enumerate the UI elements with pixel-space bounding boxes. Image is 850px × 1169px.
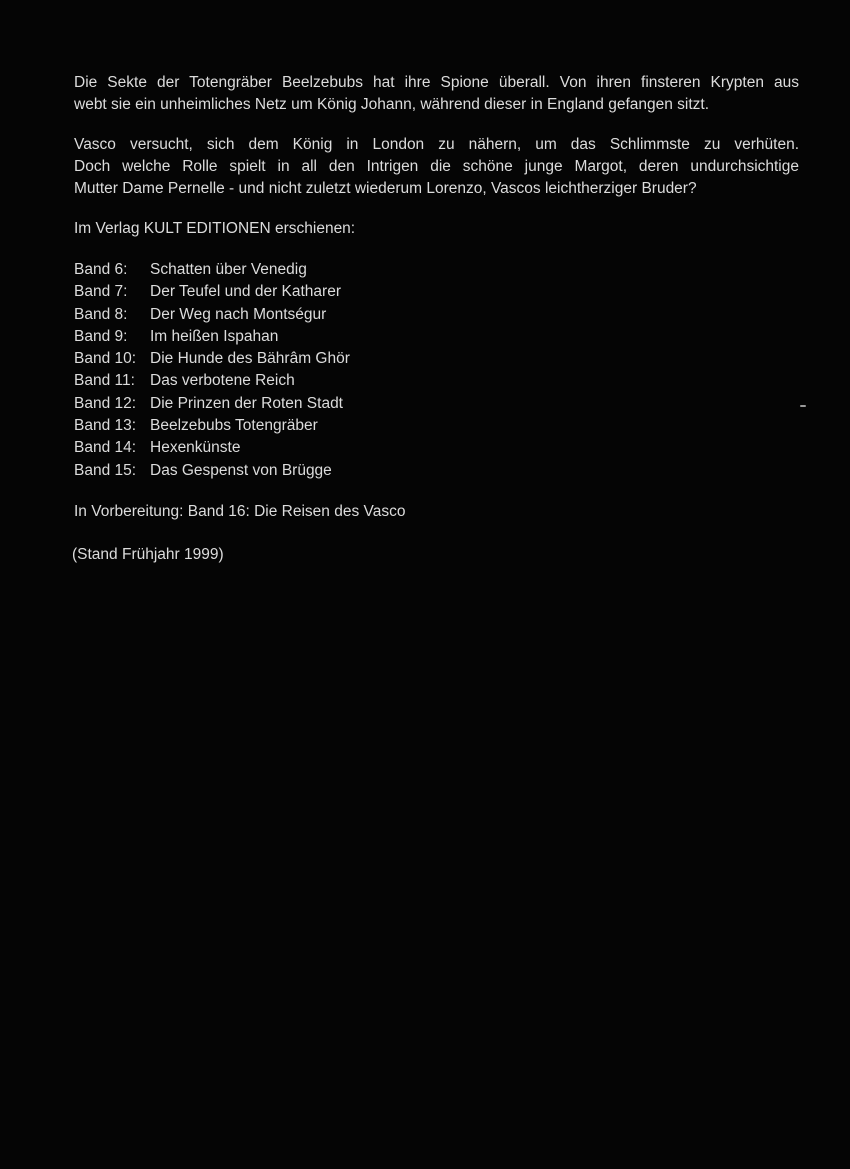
band-number: Band 6: xyxy=(74,261,128,278)
list-item xyxy=(74,370,799,392)
list-item xyxy=(74,437,799,459)
band-number: Band 13: xyxy=(74,417,137,435)
band-title: Schatten über Venedig xyxy=(150,261,307,278)
list-item xyxy=(74,281,799,303)
list-item xyxy=(74,348,799,370)
band-title: Das verbotene Reich xyxy=(150,372,295,390)
band-title: Im heißen Ispahan xyxy=(150,327,279,345)
back-cover-text xyxy=(74,72,799,566)
band-number: Band 11: xyxy=(74,372,135,390)
synopsis-paragraph-2 xyxy=(74,134,799,200)
list-item xyxy=(74,393,799,415)
list-item xyxy=(74,460,799,482)
synopsis-line: webt sie ein unheimliches Netz um König Johann, während dieser in England gefangen sitzt. xyxy=(74,96,710,113)
band-title: Beelzebubs Totengräber xyxy=(150,417,318,435)
band-title: Der Teufel und der Katharer xyxy=(150,283,341,301)
synopsis-line: Vasco versucht, sich dem König in London zu nähern, um das Schlimmste zu verhüten. xyxy=(74,136,799,153)
synopsis-line: Mutter Dame Pernelle - und nicht zuletzt wiederum Lorenzo, Vascos leichtherziger Bruder? xyxy=(74,180,697,197)
band-title: Der Weg nach Montségur xyxy=(150,305,327,323)
synopsis-line: Die Sekte der Totengräber Beelzebubs hat ihre Spione überall. Von ihren finsteren Krypten aus xyxy=(74,74,799,91)
band-number: Band 10: xyxy=(74,350,137,368)
band-title: Das Gespenst von Brügge xyxy=(150,461,332,479)
print-speck xyxy=(800,405,806,407)
list-item xyxy=(74,326,799,348)
band-number: Band 7: xyxy=(74,283,128,301)
status-note: (Stand Frühjahr 1999) xyxy=(72,545,224,563)
synopsis-paragraph-1 xyxy=(74,72,799,116)
list-item xyxy=(74,415,799,437)
band-title: Hexenkünste xyxy=(150,439,241,457)
synopsis-line: Doch welche Rolle spielt in all den Intrigen die schöne junge Margot, deren undurchsichtige xyxy=(74,158,799,175)
band-title: Die Prinzen der Roten Stadt xyxy=(150,394,343,412)
band-number: Band 9: xyxy=(74,327,128,345)
band-number: Band 8: xyxy=(74,305,128,323)
band-title: Die Hunde des Bährâm Ghör xyxy=(150,350,350,368)
in-preparation-note: In Vorbereitung: Band 16: Die Reisen des Vasco xyxy=(74,502,406,520)
list-item xyxy=(74,304,799,326)
band-number: Band 14: xyxy=(74,439,137,457)
list-item xyxy=(74,259,799,281)
band-list xyxy=(74,259,799,482)
band-number: Band 15: xyxy=(74,461,137,479)
band-number: Band 12: xyxy=(74,394,137,412)
publisher-heading: Im Verlag KULT EDITIONEN erschienen: xyxy=(74,220,356,237)
